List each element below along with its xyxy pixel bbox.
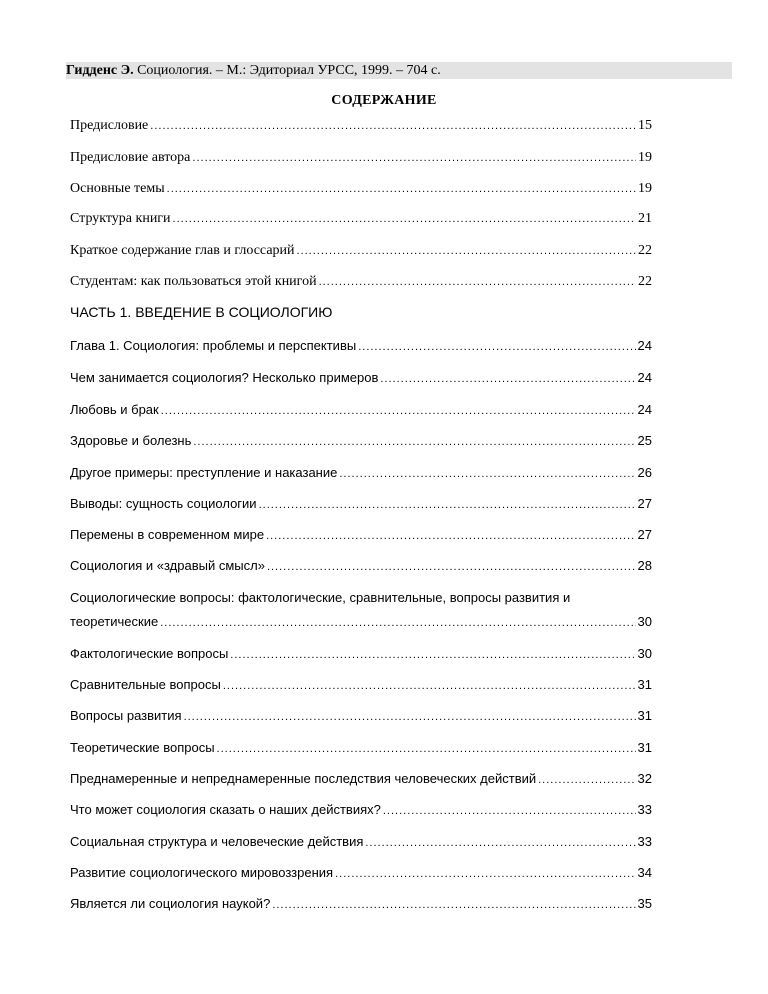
toc-page-number: 19	[638, 150, 652, 165]
toc-entry[interactable]	[70, 708, 652, 723]
toc-page-number: 33	[637, 834, 652, 849]
toc-page-number: 31	[637, 708, 652, 723]
toc-entry-title: Фактологические вопросы	[70, 646, 229, 661]
toc-page-number: 26	[637, 465, 652, 480]
toc-entry-title: Структура книги	[70, 211, 171, 226]
toc-entry[interactable]	[70, 496, 652, 511]
toc-page-number: 22	[638, 243, 652, 258]
toc-entry-title: Чем занимается социология? Несколько примеров	[70, 370, 379, 385]
toc-leader-dots	[150, 120, 636, 132]
contents-heading: СОДЕРЖАНИЕ	[331, 93, 437, 108]
toc-leader-dots	[267, 561, 636, 573]
toc-entry-title: Предисловие автора	[70, 150, 191, 165]
toc-leader-dots	[383, 805, 636, 817]
toc-entry[interactable]	[70, 865, 652, 880]
toc-leader-dots	[297, 245, 636, 257]
toc-entry[interactable]	[70, 150, 652, 166]
toc-entry[interactable]	[70, 433, 652, 448]
toc-page-number: 27	[637, 527, 652, 542]
toc-entry-title: Краткое содержание глав и глоссарий	[70, 243, 295, 258]
toc-page-number: 24	[637, 338, 652, 353]
toc-leader-dots	[538, 774, 635, 786]
toc-leader-dots	[161, 405, 636, 417]
toc-entry-title: Основные темы	[70, 181, 165, 196]
toc-page-number: 27	[637, 496, 652, 511]
toc-entry[interactable]	[70, 896, 652, 911]
toc-page-number: 24	[637, 370, 652, 385]
citation-author: Гидденс Э.	[66, 63, 134, 78]
toc-leader-dots	[160, 617, 635, 629]
toc-entry[interactable]	[70, 211, 652, 227]
toc-entry-title: Вопросы развития	[70, 708, 182, 723]
toc-entry-title: Здоровье и болезнь	[70, 433, 192, 448]
toc-entry-title: теоретические	[70, 614, 159, 629]
toc-entry[interactable]	[70, 834, 652, 849]
toc-entry[interactable]	[70, 338, 652, 353]
toc-entry-title: Любовь и брак	[70, 402, 159, 417]
toc-entry-title: Глава 1. Социология: проблемы и перспективы	[70, 338, 357, 353]
toc-page-number: 19	[638, 181, 652, 196]
toc-leader-dots	[335, 868, 635, 880]
toc-page-number: 21	[638, 211, 652, 226]
toc-leader-dots	[173, 213, 636, 225]
toc-leader-dots	[365, 837, 635, 849]
toc-leader-dots	[380, 373, 635, 385]
toc-leader-dots	[192, 152, 636, 164]
toc-entry-title-line1: Социологические вопросы: фактологические, сравнительные, вопросы развития и	[70, 590, 571, 605]
toc-entry[interactable]	[70, 614, 652, 629]
part-heading: ЧАСТЬ 1. ВВЕДЕНИЕ В СОЦИОЛОГИЮ	[70, 304, 333, 320]
toc-leader-dots	[339, 468, 635, 480]
citation-details: Социология. – М.: Эдиториал УРСС, 1999. – 704 с.	[133, 63, 441, 78]
toc-leader-dots	[272, 899, 635, 911]
toc-entry[interactable]	[70, 243, 652, 259]
toc-leader-dots	[184, 711, 636, 723]
toc-entry-title: Что может социология сказать о наших действиях?	[70, 802, 381, 817]
toc-entry-title: Социология и «здравый смысл»	[70, 558, 265, 573]
toc-entry-title: Сравнительные вопросы	[70, 677, 221, 692]
toc-page-number: 28	[637, 558, 652, 573]
toc-page-number: 34	[637, 865, 652, 880]
toc-entry[interactable]	[70, 646, 652, 661]
toc-page-number: 15	[638, 118, 652, 133]
toc-entry-title: Выводы: сущность социологии	[70, 496, 257, 511]
toc-entry-title: Развитие социологического мировоззрения	[70, 865, 334, 880]
toc-entry[interactable]	[70, 181, 652, 197]
toc-leader-dots	[230, 649, 635, 661]
toc-page-number: 30	[637, 646, 652, 661]
toc-entry[interactable]	[70, 402, 652, 417]
toc-entry[interactable]	[70, 527, 652, 542]
toc-page-number: 32	[637, 771, 652, 786]
toc-entry[interactable]	[70, 677, 652, 692]
toc-entry-title: Является ли социология наукой?	[70, 896, 271, 911]
toc-entry-title: Социальная структура и человеческие действия	[70, 834, 364, 849]
toc-leader-dots	[193, 436, 635, 448]
toc-entry-title: Другое примеры: преступление и наказание	[70, 465, 338, 480]
toc-page-number: 30	[637, 614, 652, 629]
toc-leader-dots	[319, 276, 636, 288]
toc-entry-title: Предисловие	[70, 118, 149, 133]
toc-page-number: 33	[637, 802, 652, 817]
bibliographic-citation	[66, 62, 732, 79]
toc-entry-title: Студентам: как пользоваться этой книгой	[70, 274, 317, 289]
toc-page-number: 31	[637, 677, 652, 692]
toc-entry[interactable]	[70, 558, 652, 573]
toc-entry[interactable]	[70, 740, 652, 755]
toc-entry-title: Преднамеренные и непреднамеренные последствия человеческих действий	[70, 771, 537, 786]
toc-leader-dots	[266, 530, 635, 542]
toc-leader-dots	[167, 183, 636, 195]
toc-page-number: 31	[637, 740, 652, 755]
toc-entry-title: Перемены в современном мире	[70, 527, 265, 542]
toc-entry-title: Теоретические вопросы	[70, 740, 215, 755]
toc-entry[interactable]	[70, 802, 652, 817]
toc-entry[interactable]	[70, 118, 652, 134]
toc-entry[interactable]	[70, 274, 652, 290]
toc-leader-dots	[217, 743, 636, 755]
toc-page-number: 24	[637, 402, 652, 417]
toc-leader-dots	[259, 499, 636, 511]
toc-leader-dots	[358, 341, 635, 353]
toc-page-number: 22	[638, 274, 652, 289]
toc-entry[interactable]	[70, 771, 652, 786]
toc-page-number: 35	[637, 896, 652, 911]
toc-page-number: 25	[637, 433, 652, 448]
toc-entry[interactable]	[70, 465, 652, 480]
toc-entry[interactable]	[70, 370, 652, 385]
toc-leader-dots	[223, 680, 636, 692]
